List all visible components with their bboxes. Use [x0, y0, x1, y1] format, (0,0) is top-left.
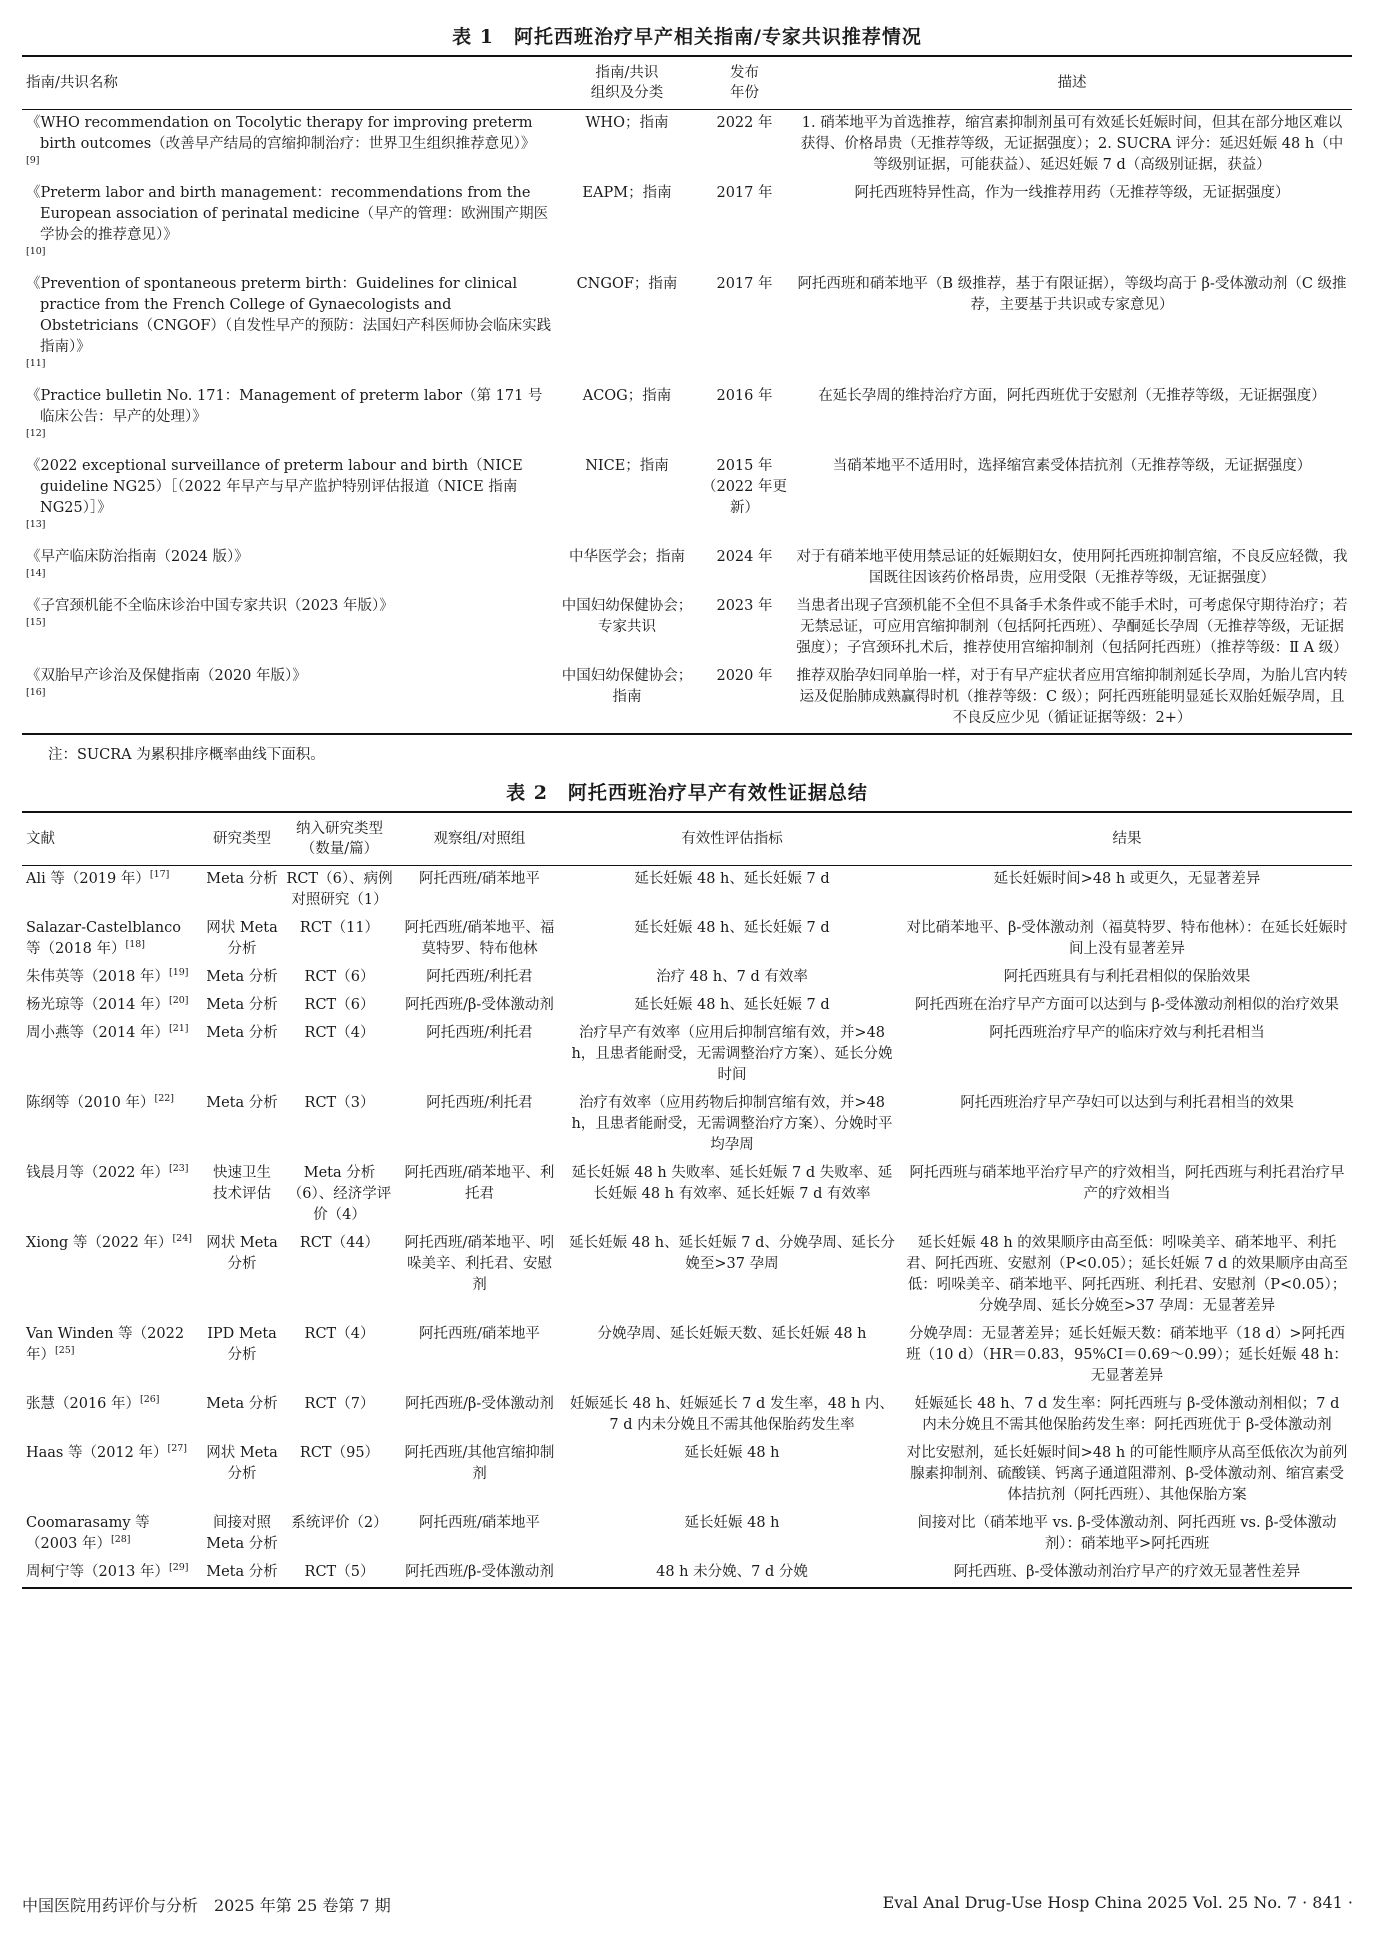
- table1-header-desc: 描述: [1057, 75, 1087, 91]
- table-row: [22, 1321, 1352, 1391]
- table2-body: [22, 866, 1352, 1589]
- study-metric: 妊娠延长 48 h、妊娠延长 7 d 发生率，48 h 内、7 d 内未分娩且不需其他保胎药发生率: [570, 1396, 894, 1433]
- study-included: RCT（5）: [304, 1564, 375, 1580]
- study-ref-cell: [22, 1230, 202, 1321]
- guideline-name: 《2022 exceptional surveillance of preterm labour and birth（NICE guideline NG25）［（2022 年早产与早产监护特别评估报道（NICE 指南 NG25）］》: [26, 458, 523, 516]
- study-type: 网状 Meta 分析: [206, 1235, 278, 1272]
- study-groups: 阿托西班/β-受体激动剂: [405, 997, 554, 1013]
- study-groups: 阿托西班/利托君: [426, 1095, 533, 1111]
- study-included: RCT（3）: [304, 1095, 375, 1111]
- citation-ref: [29]: [169, 1562, 189, 1574]
- table-row: [22, 180, 1352, 271]
- guideline-desc: 阿托西班特异性高，作为一线推荐用药（无推荐等级，无证据强度）: [854, 185, 1290, 201]
- table2-header-metric: 有效性评估指标: [681, 831, 783, 847]
- guideline-name: 《双胎早产诊治及保健指南（2020 年版）》: [26, 668, 307, 684]
- citation-ref: [28]: [111, 1534, 131, 1546]
- table-row: [22, 663, 1352, 734]
- table2-caption: 表 2 阿托西班治疗早产有效性证据总结: [506, 782, 868, 804]
- guideline-desc: 在延长孕周的维持治疗方面，阿托西班优于安慰剂（无推荐等级，无证据强度）: [818, 388, 1326, 404]
- study-included: RCT（11）: [299, 920, 380, 936]
- study-ref-cell: [22, 1440, 202, 1510]
- citation-ref: [11]: [26, 358, 46, 370]
- citation-ref: [12]: [26, 428, 46, 440]
- table1-note: 注：SUCRA 为累积排序概率曲线下面积。: [48, 747, 325, 763]
- study-metric: 分娩孕周、延长妊娠天数、延长妊娠 48 h: [597, 1326, 867, 1342]
- study-groups: 阿托西班/β-受体激动剂: [405, 1396, 554, 1412]
- guideline-name: 《Preterm labor and birth management：recommendations from the European association of perinatal medicine（早产的管理：欧洲围产期医学协会的推荐意见）》: [26, 185, 549, 243]
- table2: [22, 811, 1352, 1589]
- study-included: RCT（95）: [299, 1445, 380, 1461]
- guideline-year: 2024 年: [716, 549, 773, 565]
- study-result: 阿托西班与硝苯地平治疗早产的疗效相当，阿托西班与利托君治疗早产的疗效相当: [909, 1165, 1345, 1202]
- study-ref-cell: [22, 915, 202, 964]
- guideline-year: 2015 年（2022 年更新）: [701, 458, 787, 516]
- study-groups: 阿托西班/硝苯地平: [419, 1326, 540, 1342]
- guideline-desc: 当患者出现子宫颈机能不全但不具备手术条件或不能手术时，可考虑保守期待治疗；若无禁忌证，可应用宫缩抑制剂（包括阿托西班）、孕酮延长孕周（无推荐等级，无证据强度）；子宫颈环扎术后，推荐使用宫缩抑制剂（包括阿托西班）（推荐等级：Ⅱ A 级）: [796, 598, 1348, 656]
- guideline-org: 中华医学会；指南: [569, 549, 685, 565]
- study-included: RCT（6）: [304, 997, 375, 1013]
- study-included: RCT（4）: [304, 1025, 375, 1041]
- table-row: [22, 1160, 1352, 1230]
- guideline-desc: 对于有硝苯地平使用禁忌证的妊娠期妇女，使用阿托西班抑制宫缩，不良反应轻微，我国既往因该药价格昂贵，应用受限（无推荐等级，无证据强度）: [796, 549, 1348, 586]
- study-metric: 延长妊娠 48 h: [684, 1445, 780, 1461]
- study-ref-name: Salazar-Castelblanco 等（2018 年）: [26, 920, 181, 957]
- study-ref-cell: [22, 1321, 202, 1391]
- table-row: [22, 593, 1352, 663]
- footer-journal-cn: 中国医院用药评价与分析 2025 年第 25 卷第 7 期: [22, 1896, 391, 1915]
- citation-ref: [15]: [26, 617, 46, 629]
- guideline-org: WHO；指南: [585, 115, 669, 131]
- study-type: Meta 分析: [206, 969, 278, 985]
- table1-header-name: 指南/共识名称: [26, 75, 118, 91]
- study-ref-cell: [22, 1160, 202, 1230]
- study-result: 间接对比（硝苯地平 vs. β-受体激动剂、阿托西班 vs. β-受体激动剂）：硝苯地平>阿托西班: [917, 1515, 1337, 1552]
- study-metric: 延长妊娠 48 h、延长妊娠 7 d、分娩孕周、延长分娩至>37 孕周: [569, 1235, 895, 1272]
- guideline-desc: 阿托西班和硝苯地平（B 级推荐，基于有限证据），等级均高于 β-受体激动剂（C 级推荐，主要基于共识或专家意见）: [797, 276, 1347, 313]
- study-groups: 阿托西班/硝苯地平: [419, 871, 540, 887]
- study-groups: 阿托西班/硝苯地平、福莫特罗、特布他林: [404, 920, 555, 957]
- citation-ref: [14]: [26, 568, 46, 580]
- citation-ref: [20]: [169, 995, 189, 1007]
- table2-header-result: 结果: [1112, 831, 1142, 847]
- study-type: IPD Meta 分析: [207, 1326, 277, 1363]
- table2-header-row: [22, 812, 1352, 866]
- citation-ref: [9]: [26, 155, 40, 167]
- guideline-name: 《早产临床防治指南（2024 版）》: [26, 549, 249, 565]
- table1-header-row: [22, 56, 1352, 110]
- study-ref-name: 朱伟英等（2018 年）: [26, 969, 170, 985]
- table1: [22, 55, 1352, 735]
- guideline-name-cell: [22, 453, 557, 544]
- guideline-name-cell: [22, 593, 557, 663]
- table-row: [22, 992, 1352, 1020]
- guideline-year: 2020 年: [716, 668, 773, 684]
- table2-header-ref: 文献: [26, 831, 55, 847]
- study-ref-name: 周小燕等（2014 年）: [26, 1025, 170, 1041]
- page-footer: [22, 1893, 1353, 1916]
- study-type: Meta 分析: [206, 997, 278, 1013]
- study-included: RCT（44）: [299, 1235, 380, 1251]
- study-metric: 延长妊娠 48 h、延长妊娠 7 d: [634, 997, 830, 1013]
- guideline-org: EAPM；指南: [582, 185, 672, 201]
- table-row: [22, 110, 1352, 181]
- citation-ref: [22]: [154, 1093, 175, 1105]
- study-metric: 延长妊娠 48 h 失败率、延长妊娠 7 d 失败率、延长妊娠 48 h 有效率、延长妊娠 7 d 有效率: [571, 1165, 893, 1202]
- guideline-year: 2022 年: [716, 115, 773, 131]
- guideline-desc: 当硝苯地平不适用时，选择缩宫素受体拮抗剂（无推荐等级，无证据强度）: [832, 458, 1312, 474]
- study-groups: 阿托西班/利托君: [426, 1025, 533, 1041]
- study-ref-name: Coomarasamy 等（2003 年）: [26, 1515, 150, 1552]
- citation-ref: [16]: [26, 687, 46, 699]
- study-groups: 阿托西班/硝苯地平、吲哚美辛、利托君、安慰剂: [404, 1235, 555, 1293]
- guideline-name-cell: [22, 110, 557, 181]
- citation-ref: [27]: [167, 1443, 188, 1455]
- guideline-name-cell: [22, 544, 557, 593]
- study-included: Meta 分析（6）、经济学评价（4）: [287, 1165, 392, 1223]
- study-ref-name: Haas 等（2012 年）: [26, 1445, 168, 1461]
- study-result: 阿托西班治疗早产孕妇可以达到与利托君相当的效果: [960, 1095, 1294, 1111]
- table-row: [22, 915, 1352, 964]
- guideline-desc: 1. 硝苯地平为首选推荐，缩宫素抑制剂虽可有效延长妊娠时间，但其在部分地区难以获得、价格昂贵（无推荐等级，无证据强度）；2. SUCRA 评分：延迟妊娠 48 h（中等级别证据，可能获益）、延迟妊娠 7 d（高级别证据，获益）: [800, 115, 1344, 173]
- guideline-name-cell: [22, 663, 557, 734]
- guideline-year: 2016 年: [716, 388, 773, 404]
- study-metric: 延长妊娠 48 h: [684, 1515, 780, 1531]
- guideline-name: 《WHO recommendation on Tocolytic therapy for improving preterm birth outcomes（改善早产结局的宫缩抑制治疗：世界卫生组织推荐意见）》: [26, 115, 536, 152]
- study-type: Meta 分析: [206, 1095, 278, 1111]
- page: [22, 18, 1352, 1589]
- citation-ref: [18]: [125, 939, 146, 951]
- study-ref-name: 钱晨月等（2022 年）: [26, 1165, 170, 1181]
- study-type: 网状 Meta 分析: [206, 920, 278, 957]
- study-type: Meta 分析: [206, 871, 278, 887]
- citation-ref: [26]: [140, 1394, 160, 1406]
- table-row: [22, 1559, 1352, 1588]
- table-row: [22, 1090, 1352, 1160]
- study-groups: 阿托西班/利托君: [426, 969, 533, 985]
- table-row: [22, 1020, 1352, 1090]
- study-result: 延长妊娠 48 h 的效果顺序由高至低：吲哚美辛、硝苯地平、利托君、阿托西班、安慰剂（P<0.05）；延长妊娠 7 d 的效果顺序由高至低：吲哚美辛、硝苯地平、阿托西班、利托君、安慰剂（P<0.05）；分娩孕周、延长分娩至>37 孕周：无显著差异: [906, 1235, 1348, 1314]
- table-row: [22, 1230, 1352, 1321]
- table2-header-incl: 纳入研究类型 （数量/篇）: [296, 821, 383, 857]
- study-result: 阿托西班具有与利托君相似的保胎效果: [1003, 969, 1251, 985]
- footer-journal-en: Eval Anal Drug-Use Hosp China 2025 Vol. 25 No. 7 · 841 ·: [882, 1893, 1353, 1912]
- study-groups: 阿托西班/硝苯地平: [419, 1515, 540, 1531]
- citation-ref: [25]: [55, 1345, 75, 1357]
- study-ref-cell: [22, 992, 202, 1020]
- table2-header-type: 研究类型: [213, 831, 271, 847]
- citation-ref: [10]: [26, 246, 46, 258]
- study-type: Meta 分析: [206, 1564, 278, 1580]
- study-metric: 延长妊娠 48 h、延长妊娠 7 d: [634, 871, 830, 887]
- study-groups: 阿托西班/硝苯地平、利托君: [404, 1165, 555, 1202]
- study-ref-name: Xiong 等（2022 年）: [26, 1235, 173, 1251]
- study-metric: 延长妊娠 48 h、延长妊娠 7 d: [634, 920, 830, 936]
- citation-ref: [24]: [172, 1233, 192, 1245]
- guideline-name: 《Prevention of spontaneous preterm birth：Guidelines for clinical practice from the French College of Gynaecologists and Obstetricians（CNGOF）（自发性早产的预防：法国妇产科医师协会临床实践指南）》: [26, 276, 552, 355]
- table-row: [22, 1510, 1352, 1559]
- study-type: 网状 Meta 分析: [206, 1445, 278, 1482]
- study-included: RCT（7）: [304, 1396, 375, 1412]
- table1-caption: 表 1 阿托西班治疗早产相关指南/专家共识推荐情况: [452, 26, 922, 48]
- table-row: [22, 271, 1352, 383]
- table-row: [22, 1440, 1352, 1510]
- study-groups: 阿托西班/其他宫缩抑制剂: [404, 1445, 555, 1482]
- citation-ref: [13]: [26, 519, 46, 531]
- guideline-name-cell: [22, 180, 557, 271]
- study-result: 延长妊娠时间>48 h 或更久，无显著差异: [993, 871, 1261, 887]
- study-included: RCT（6）、病例对照研究（1）: [286, 871, 393, 908]
- study-result: 妊娠延长 48 h、7 d 发生率：阿托西班与 β-受体激动剂相似；7 d 内未分娩且不需其他保胎药发生率：阿托西班优于 β-受体激动剂: [914, 1396, 1340, 1433]
- study-ref-name: Ali 等（2019 年）: [26, 871, 150, 887]
- study-result: 阿托西班在治疗早产方面可以达到与 β-受体激动剂相似的治疗效果: [915, 997, 1339, 1013]
- table-row: [22, 1391, 1352, 1440]
- study-type: Meta 分析: [206, 1396, 278, 1412]
- guideline-desc: 推荐双胎孕妇同单胎一样，对于有早产症状者应用宫缩抑制剂延长孕周，为胎儿宫内转运及促胎肺成熟赢得时机（推荐等级：C 级）；阿托西班能明显延长双胎妊娠孕周，且不良反应少见（循证证据等级：2+）: [796, 668, 1348, 726]
- study-metric: 48 h 未分娩、7 d 分娩: [656, 1564, 808, 1580]
- study-ref-name: 周柯宁等（2013 年）: [26, 1564, 170, 1580]
- table1-body: [22, 110, 1352, 735]
- study-groups: 阿托西班/β-受体激动剂: [405, 1564, 554, 1580]
- study-ref-cell: [22, 1559, 202, 1588]
- study-included: 系统评价（2）: [291, 1515, 388, 1531]
- study-type: 快速卫生技术评估: [213, 1165, 271, 1202]
- guideline-name-cell: [22, 383, 557, 453]
- table2-header-groups: 观察组/对照组: [433, 831, 526, 847]
- study-result: 分娩孕周：无显著差异；延长妊娠天数：硝苯地平（18 d）>阿托西班（10 d）（HR＝0.83，95%CI＝0.69～0.99）；延长妊娠 48 h：无显著差异: [906, 1326, 1348, 1384]
- guideline-year: 2017 年: [716, 185, 773, 201]
- study-result: 阿托西班、β-受体激动剂治疗早产的疗效无显著性差异: [953, 1564, 1301, 1580]
- table1-header-org: 指南/共识 组织及分类: [590, 65, 664, 101]
- guideline-year: 2017 年: [716, 276, 773, 292]
- table-row: [22, 964, 1352, 992]
- table-row: [22, 453, 1352, 544]
- study-metric: 治疗早产有效率（应用后抑制宫缩有效，并>48 h，且患者能耐受，无需调整治疗方案）、延长分娩时间: [571, 1025, 893, 1083]
- guideline-org: ACOG；指南: [582, 388, 672, 404]
- guideline-org: 中国妇幼保健协会；专家共识: [561, 598, 693, 635]
- citation-ref: [19]: [169, 967, 189, 979]
- study-ref-name: Van Winden 等（2022 年）: [26, 1326, 185, 1363]
- study-metric: 治疗 48 h、7 d 有效率: [656, 969, 808, 985]
- citation-ref: [23]: [169, 1163, 189, 1175]
- guideline-year: 2023 年: [716, 598, 773, 614]
- study-ref-cell: [22, 1020, 202, 1090]
- study-ref-cell: [22, 1090, 202, 1160]
- table-row: [22, 866, 1352, 916]
- study-result: 对比安慰剂，延长妊娠时间>48 h 的可能性顺序从高至低依次为前列腺素抑制剂、硫酸镁、钙离子通道阻滞剂、β-受体激动剂、缩宫素受体拮抗剂（阿托西班）、其他保胎方案: [906, 1445, 1348, 1503]
- guideline-name-cell: [22, 271, 557, 383]
- study-ref-cell: [22, 866, 202, 916]
- study-metric: 治疗有效率（应用药物后抑制宫缩有效，并>48 h，且患者能耐受，无需调整治疗方案）、分娩时平均孕周: [571, 1095, 893, 1153]
- study-ref-cell: [22, 964, 202, 992]
- guideline-name: 《Practice bulletin No. 171：Management of preterm labor（第 171 号临床公告：早产的处理）》: [26, 388, 543, 425]
- study-included: RCT（6）: [304, 969, 375, 985]
- table1-header-year: 发布 年份: [730, 65, 759, 101]
- study-ref-cell: [22, 1391, 202, 1440]
- study-ref-cell: [22, 1510, 202, 1559]
- study-ref-name: 张慧（2016 年）: [26, 1396, 141, 1412]
- study-result: 阿托西班治疗早产的临床疗效与利托君相当: [989, 1025, 1265, 1041]
- guideline-org: CNGOF；指南: [576, 276, 678, 292]
- table-row: [22, 544, 1352, 593]
- study-included: RCT（4）: [304, 1326, 375, 1342]
- guideline-org: 中国妇幼保健协会；指南: [561, 668, 693, 705]
- guideline-org: NICE；指南: [585, 458, 669, 474]
- citation-ref: [17]: [149, 869, 170, 881]
- citation-ref: [21]: [169, 1023, 189, 1035]
- study-result: 对比硝苯地平、β-受体激动剂（福莫特罗、特布他林）：在延长妊娠时间上没有显著差异: [906, 920, 1348, 957]
- study-ref-name: 杨光琼等（2014 年）: [26, 997, 170, 1013]
- table-row: [22, 383, 1352, 453]
- study-type: 间接对照 Meta 分析: [206, 1515, 278, 1552]
- study-ref-name: 陈纲等（2010 年）: [26, 1095, 155, 1111]
- guideline-name: 《子宫颈机能不全临床诊治中国专家共识（2023 年版）》: [26, 598, 394, 614]
- study-type: Meta 分析: [206, 1025, 278, 1041]
